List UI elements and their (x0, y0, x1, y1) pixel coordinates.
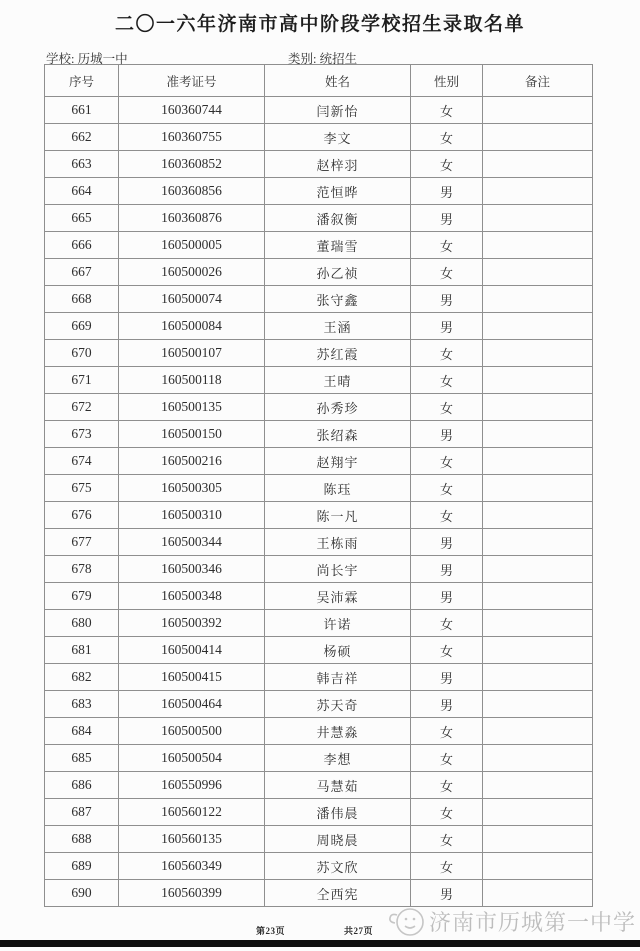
table-row (45, 583, 593, 610)
gender-cell: 女 (411, 475, 483, 502)
name-cell: 陈珏 (265, 475, 411, 502)
remark-cell (483, 664, 593, 691)
serial-cell: 674 (45, 448, 119, 475)
serial-cell: 662 (45, 124, 119, 151)
name-cell: 王涵 (265, 313, 411, 340)
ticket-cell: 160500135 (119, 394, 265, 421)
gender-cell: 女 (411, 151, 483, 178)
gender-cell: 男 (411, 556, 483, 583)
col-header-name: 姓名 (265, 65, 411, 97)
gender-cell: 女 (411, 259, 483, 286)
name-cell: 吴沛霖 (265, 583, 411, 610)
name-cell: 马慧茹 (265, 772, 411, 799)
serial-cell: 677 (45, 529, 119, 556)
ticket-cell: 160500348 (119, 583, 265, 610)
name-cell: 张绍森 (265, 421, 411, 448)
serial-cell: 668 (45, 286, 119, 313)
name-cell: 杨硕 (265, 637, 411, 664)
ticket-cell: 160500392 (119, 610, 265, 637)
serial-cell: 690 (45, 880, 119, 907)
name-cell: 苏文欣 (265, 853, 411, 880)
serial-cell: 686 (45, 772, 119, 799)
name-cell: 苏天奇 (265, 691, 411, 718)
remark-cell (483, 826, 593, 853)
ticket-cell: 160500344 (119, 529, 265, 556)
remark-cell (483, 232, 593, 259)
remark-cell (483, 340, 593, 367)
table-row (45, 502, 593, 529)
table-row (45, 826, 593, 853)
watermark-text: 济南市历城第一中学 (428, 909, 636, 935)
gender-cell: 女 (411, 124, 483, 151)
current-page-label: 第23页 (256, 926, 286, 936)
ticket-cell: 160500005 (119, 232, 265, 259)
table-row (45, 259, 593, 286)
remark-cell (483, 691, 593, 718)
ticket-cell: 160560349 (119, 853, 265, 880)
table-row (45, 664, 593, 691)
ticket-cell: 160560122 (119, 799, 265, 826)
gender-cell: 女 (411, 610, 483, 637)
ticket-cell: 160500415 (119, 664, 265, 691)
remark-cell (483, 637, 593, 664)
serial-cell: 682 (45, 664, 119, 691)
gender-cell: 女 (411, 232, 483, 259)
name-cell: 王栋雨 (265, 529, 411, 556)
name-cell: 张守鑫 (265, 286, 411, 313)
gender-cell: 女 (411, 97, 483, 124)
serial-cell: 681 (45, 637, 119, 664)
ticket-cell: 160360856 (119, 178, 265, 205)
serial-cell: 671 (45, 367, 119, 394)
col-header-serial: 序号 (45, 65, 119, 97)
table-row (45, 475, 593, 502)
remark-cell (483, 394, 593, 421)
name-cell: 潘叙衡 (265, 205, 411, 232)
gender-cell: 女 (411, 502, 483, 529)
gender-cell: 男 (411, 421, 483, 448)
col-header-ticket: 准考证号 (119, 65, 265, 97)
ticket-cell: 160500500 (119, 718, 265, 745)
gender-cell: 女 (411, 853, 483, 880)
ticket-cell: 160500464 (119, 691, 265, 718)
name-cell: 陈一凡 (265, 502, 411, 529)
ticket-cell: 160360744 (119, 97, 265, 124)
ticket-cell: 160500074 (119, 286, 265, 313)
table-row (45, 394, 593, 421)
scan-bottom-bar (0, 940, 640, 947)
name-cell: 闫新怡 (265, 97, 411, 124)
serial-cell: 676 (45, 502, 119, 529)
ticket-cell: 160500026 (119, 259, 265, 286)
name-cell: 范恒晔 (265, 178, 411, 205)
table-row (45, 97, 593, 124)
remark-cell (483, 367, 593, 394)
remark-cell (483, 97, 593, 124)
gender-cell: 女 (411, 718, 483, 745)
remark-cell (483, 475, 593, 502)
ticket-cell: 160500305 (119, 475, 265, 502)
gender-cell: 男 (411, 178, 483, 205)
gender-cell: 男 (411, 286, 483, 313)
serial-cell: 665 (45, 205, 119, 232)
serial-cell: 666 (45, 232, 119, 259)
gender-cell: 女 (411, 394, 483, 421)
col-header-gender: 性别 (411, 65, 483, 97)
table-row (45, 151, 593, 178)
table-row (45, 124, 593, 151)
table-row (45, 637, 593, 664)
ticket-cell: 160500150 (119, 421, 265, 448)
serial-cell: 685 (45, 745, 119, 772)
remark-cell (483, 745, 593, 772)
name-cell: 王晴 (265, 367, 411, 394)
table-body (45, 97, 593, 907)
serial-cell: 661 (45, 97, 119, 124)
gender-cell: 女 (411, 367, 483, 394)
gender-cell: 男 (411, 205, 483, 232)
remark-cell (483, 313, 593, 340)
ticket-cell: 160500346 (119, 556, 265, 583)
name-cell: 许诺 (265, 610, 411, 637)
school-watermark (387, 903, 636, 939)
ticket-cell: 160360876 (119, 205, 265, 232)
table-row (45, 691, 593, 718)
serial-cell: 669 (45, 313, 119, 340)
table-row (45, 232, 593, 259)
ticket-cell: 160500107 (119, 340, 265, 367)
ticket-cell: 160560399 (119, 880, 265, 907)
table-row (45, 205, 593, 232)
admission-roster-table (44, 64, 593, 907)
table-row (45, 772, 593, 799)
serial-cell: 680 (45, 610, 119, 637)
name-cell: 李想 (265, 745, 411, 772)
name-cell: 董瑞雪 (265, 232, 411, 259)
ticket-cell: 160360755 (119, 124, 265, 151)
total-pages-label: 共27页 (344, 926, 374, 936)
table-row (45, 286, 593, 313)
gender-cell: 男 (411, 691, 483, 718)
table-row (45, 529, 593, 556)
category-label: 类别: 统招生 (288, 52, 358, 66)
table-row (45, 853, 593, 880)
serial-cell: 670 (45, 340, 119, 367)
name-cell: 李文 (265, 124, 411, 151)
serial-cell: 679 (45, 583, 119, 610)
table-row (45, 718, 593, 745)
name-cell: 井慧淼 (265, 718, 411, 745)
school-label: 学校: 历城一中 (46, 52, 128, 66)
name-cell: 孙乙祯 (265, 259, 411, 286)
serial-cell: 684 (45, 718, 119, 745)
school-mascot-icon (387, 903, 427, 939)
page-title: 二〇一六年济南市高中阶段学校招生录取名单 (114, 14, 525, 35)
table-row (45, 367, 593, 394)
ticket-cell: 160500414 (119, 637, 265, 664)
serial-cell: 664 (45, 178, 119, 205)
remark-cell (483, 259, 593, 286)
table-row (45, 610, 593, 637)
serial-cell: 689 (45, 853, 119, 880)
name-cell: 赵翔宇 (265, 448, 411, 475)
remark-cell (483, 853, 593, 880)
name-cell: 赵梓羽 (265, 151, 411, 178)
ticket-cell: 160500216 (119, 448, 265, 475)
col-header-remark: 备注 (483, 65, 593, 97)
remark-cell (483, 124, 593, 151)
serial-cell: 683 (45, 691, 119, 718)
gender-cell: 男 (411, 583, 483, 610)
name-cell: 尚长宇 (265, 556, 411, 583)
table-row (45, 313, 593, 340)
serial-cell: 678 (45, 556, 119, 583)
ticket-cell: 160360852 (119, 151, 265, 178)
table-row (45, 745, 593, 772)
remark-cell (483, 610, 593, 637)
remark-cell (483, 799, 593, 826)
remark-cell (483, 772, 593, 799)
gender-cell: 女 (411, 340, 483, 367)
gender-cell: 男 (411, 529, 483, 556)
serial-cell: 688 (45, 826, 119, 853)
gender-cell: 男 (411, 313, 483, 340)
gender-cell: 女 (411, 799, 483, 826)
gender-cell: 女 (411, 745, 483, 772)
ticket-cell: 160550996 (119, 772, 265, 799)
ticket-cell: 160500118 (119, 367, 265, 394)
name-cell: 潘伟晨 (265, 799, 411, 826)
name-cell: 周晓晨 (265, 826, 411, 853)
remark-cell (483, 178, 593, 205)
name-cell: 苏红霞 (265, 340, 411, 367)
serial-cell: 675 (45, 475, 119, 502)
name-cell: 孙秀珍 (265, 394, 411, 421)
name-cell: 仝西宪 (265, 880, 411, 907)
remark-cell (483, 151, 593, 178)
gender-cell: 女 (411, 772, 483, 799)
ticket-cell: 160500504 (119, 745, 265, 772)
remark-cell (483, 583, 593, 610)
ticket-cell: 160500084 (119, 313, 265, 340)
remark-cell (483, 286, 593, 313)
remark-cell (483, 502, 593, 529)
remark-cell (483, 556, 593, 583)
meta-row (44, 49, 592, 64)
table-row (45, 556, 593, 583)
gender-cell: 男 (411, 880, 483, 907)
table-row (45, 799, 593, 826)
gender-cell: 女 (411, 448, 483, 475)
serial-cell: 687 (45, 799, 119, 826)
table-row (45, 340, 593, 367)
gender-cell: 女 (411, 637, 483, 664)
table-row (45, 421, 593, 448)
remark-cell (483, 529, 593, 556)
table-row (45, 448, 593, 475)
table-row (45, 178, 593, 205)
gender-cell: 女 (411, 826, 483, 853)
name-cell: 韩吉祥 (265, 664, 411, 691)
remark-cell (483, 421, 593, 448)
serial-cell: 663 (45, 151, 119, 178)
remark-cell (483, 205, 593, 232)
remark-cell (483, 448, 593, 475)
gender-cell: 男 (411, 664, 483, 691)
serial-cell: 667 (45, 259, 119, 286)
ticket-cell: 160560135 (119, 826, 265, 853)
remark-cell (483, 718, 593, 745)
serial-cell: 672 (45, 394, 119, 421)
ticket-cell: 160500310 (119, 502, 265, 529)
serial-cell: 673 (45, 421, 119, 448)
table-header-row (45, 65, 593, 97)
